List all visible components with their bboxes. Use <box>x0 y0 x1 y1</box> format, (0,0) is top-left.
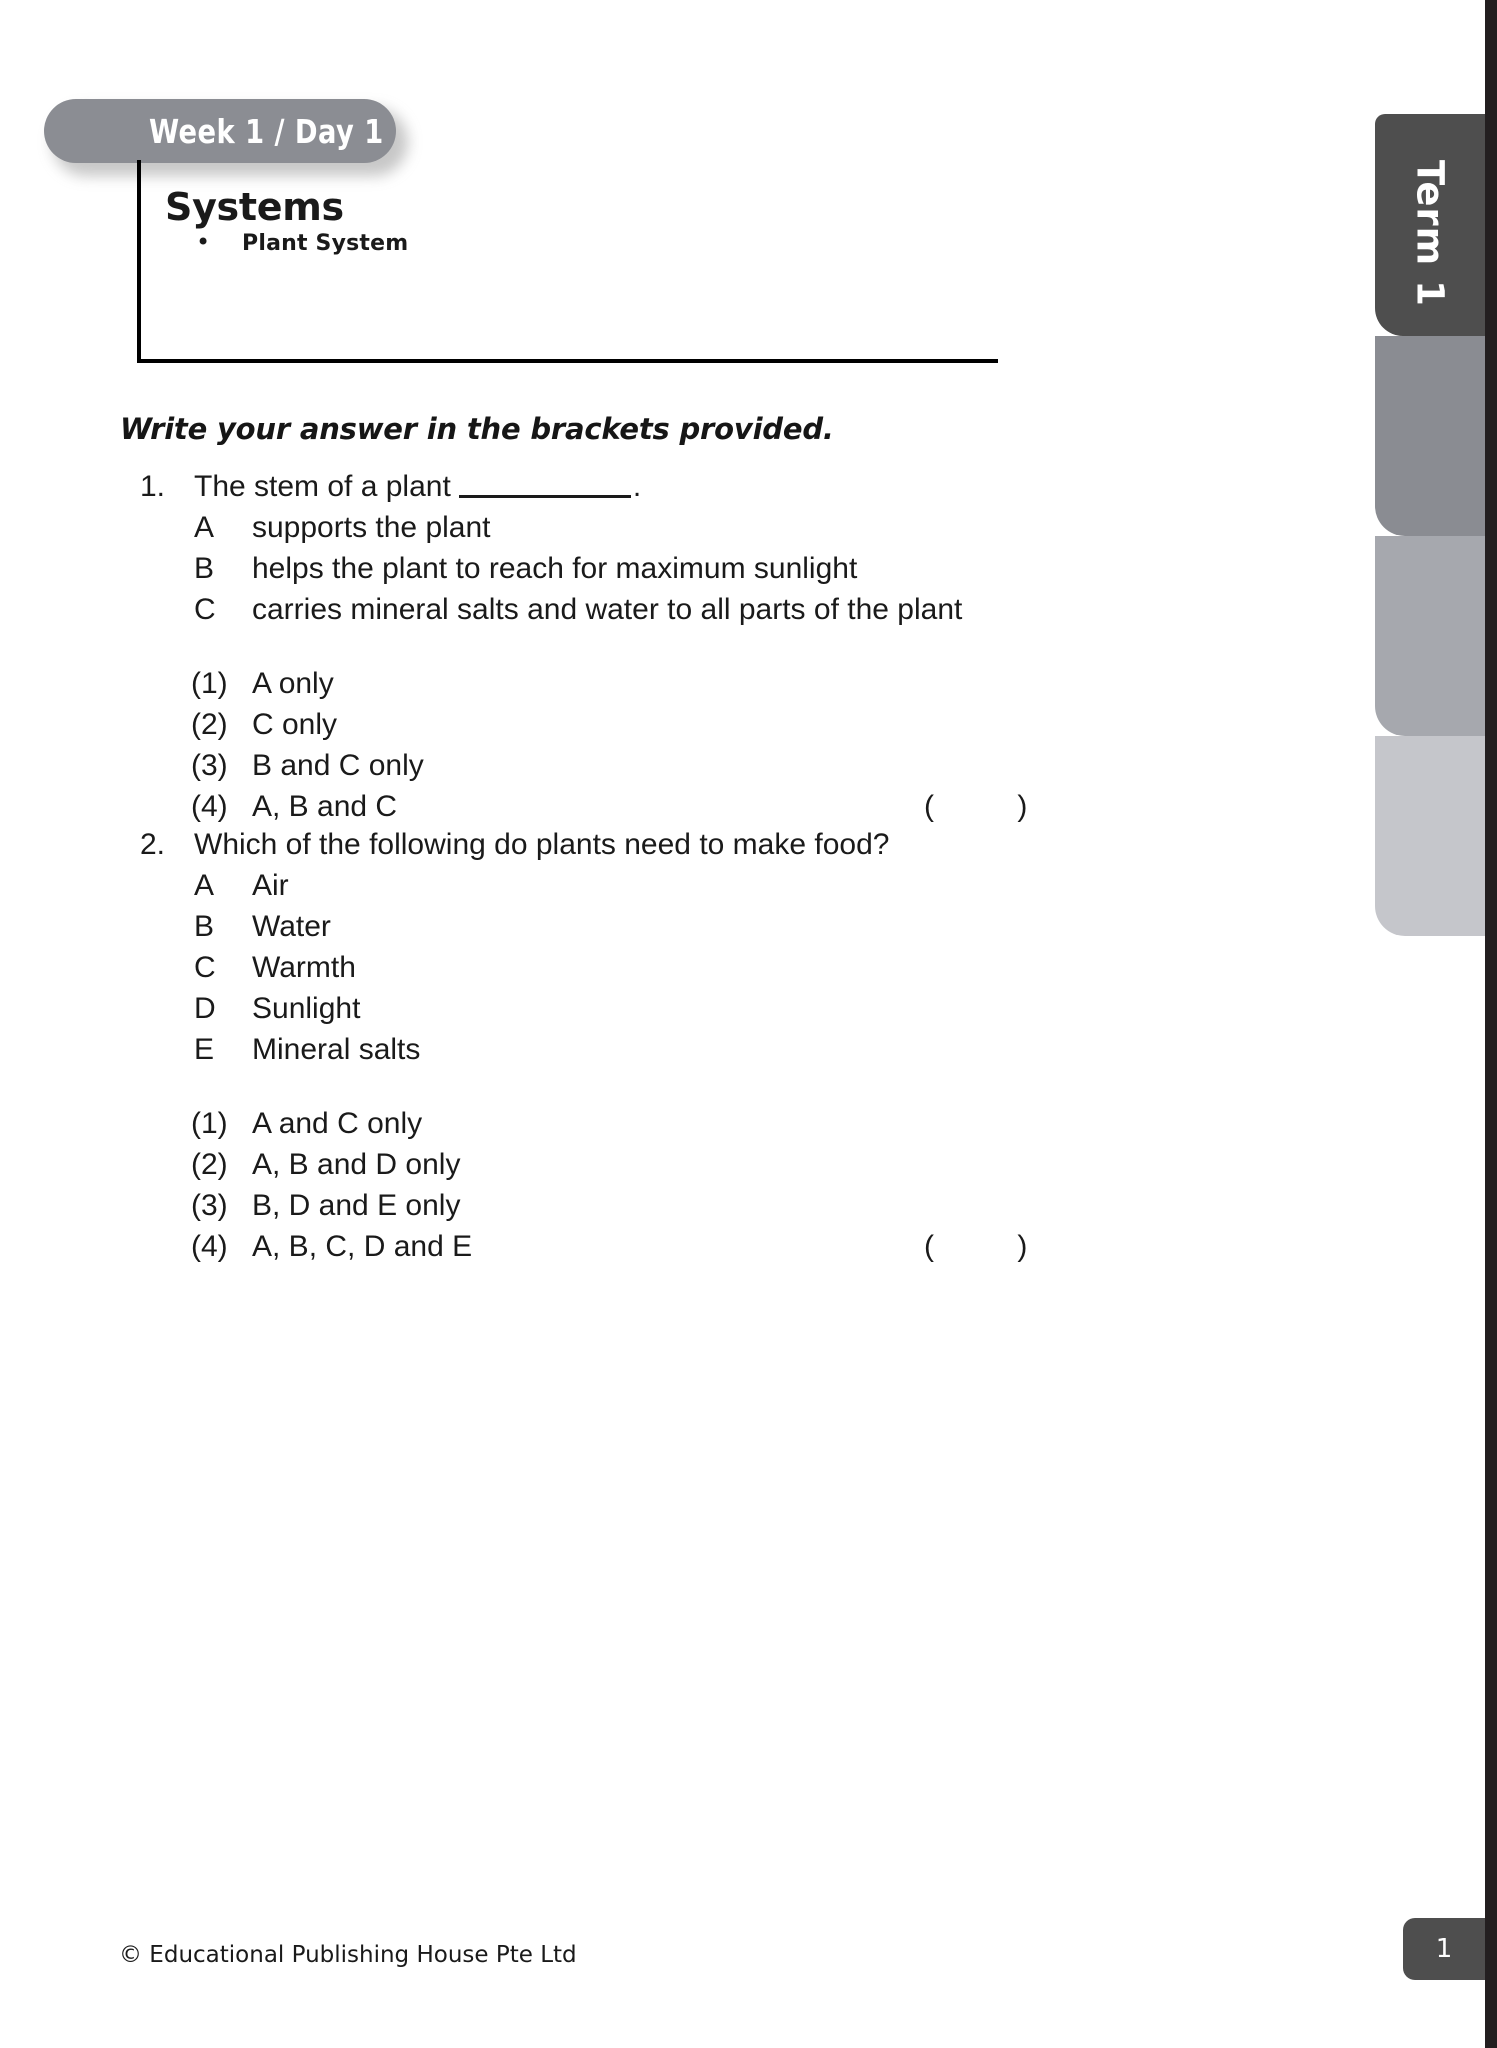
question-text: Which of the following do plants need to make food? <box>194 828 890 861</box>
side-tab-term-label: Term 1 <box>1408 160 1452 307</box>
page-title: Systems <box>165 185 344 229</box>
side-tab-mid[interactable] <box>1375 336 1485 536</box>
option-row <box>194 1033 1100 1067</box>
choice-list <box>0 667 1100 824</box>
question-text <box>194 470 641 504</box>
page-number-tab <box>1403 1918 1485 1980</box>
option-letter: C <box>194 593 216 626</box>
choice-number: (3) <box>191 749 228 782</box>
choice-row[interactable] <box>191 1107 1100 1141</box>
instruction-text: Write your answer in the brackets provided. <box>120 412 834 446</box>
option-text: helps the plant to reach for maximum sunlight <box>252 552 858 585</box>
choice-row[interactable] <box>191 1189 1100 1223</box>
choice-row[interactable] <box>191 790 1100 824</box>
answer-bracket[interactable]: ( ) <box>924 1230 1028 1263</box>
subtopic-label: Plant System <box>242 231 409 256</box>
option-letter: A <box>194 511 215 544</box>
choice-number: (2) <box>191 1148 228 1181</box>
side-tab-light[interactable] <box>1375 536 1485 736</box>
choice-text: A and C only <box>252 1107 423 1140</box>
option-row <box>194 992 1100 1026</box>
subtopic-item <box>196 230 408 256</box>
choice-text: C only <box>252 708 338 741</box>
question-stem <box>140 470 1100 504</box>
option-letter: B <box>194 910 215 943</box>
choice-row[interactable] <box>191 1148 1100 1182</box>
option-row <box>194 869 1100 903</box>
option-text: Warmth <box>252 951 356 984</box>
week-day-label: Week 1 / Day 1 <box>149 111 384 151</box>
choice-number: (2) <box>191 708 228 741</box>
option-letter: D <box>194 992 216 1025</box>
option-row <box>194 593 1100 627</box>
question-block-2 <box>0 828 1100 1264</box>
question-number: 2. <box>140 828 166 861</box>
choice-row[interactable] <box>191 1230 1100 1264</box>
choice-number: (3) <box>191 1189 228 1222</box>
question-number: 1. <box>140 470 166 503</box>
bullet-icon: • <box>196 228 211 256</box>
choice-text: B, D and E only <box>252 1189 461 1222</box>
page-number: 1 <box>1435 1934 1453 1964</box>
choice-list <box>0 1107 1100 1264</box>
option-row <box>194 951 1100 985</box>
option-letter: E <box>194 1033 215 1066</box>
header-vertical-rule <box>137 160 141 363</box>
option-text: Water <box>252 910 331 943</box>
question-text-tail: . <box>632 470 642 503</box>
header-horizontal-rule <box>137 359 998 363</box>
option-text: Mineral salts <box>252 1033 421 1066</box>
option-text: carries mineral salts and water to all parts of the plant <box>252 593 963 626</box>
option-text: Sunlight <box>252 992 361 1025</box>
option-letter: A <box>194 869 215 902</box>
choice-row[interactable] <box>191 708 1100 742</box>
choice-text: A, B, C, D and E <box>252 1230 473 1263</box>
choice-text: A, B and C <box>252 790 398 823</box>
choice-number: (1) <box>191 667 228 700</box>
choice-number: (4) <box>191 790 228 823</box>
choice-text: A only <box>252 667 334 700</box>
side-tab-term-1[interactable] <box>1375 114 1485 336</box>
choice-row[interactable] <box>191 749 1100 783</box>
question-block-1 <box>0 470 1100 824</box>
option-letter: B <box>194 552 215 585</box>
answer-bracket[interactable]: ( ) <box>924 790 1028 823</box>
copyright-text: © Educational Publishing House Pte Ltd <box>119 1942 577 1968</box>
choice-row[interactable] <box>191 667 1100 701</box>
side-tab-lightest[interactable] <box>1375 736 1485 936</box>
option-row <box>194 910 1100 944</box>
question-stem <box>140 828 1100 862</box>
option-text: supports the plant <box>252 511 491 544</box>
choice-number: (4) <box>191 1230 228 1263</box>
question-text-part: The stem of a plant <box>194 470 451 503</box>
option-letter: C <box>194 951 216 984</box>
option-row <box>194 511 1100 545</box>
week-day-banner <box>44 99 396 163</box>
choice-number: (1) <box>191 1107 228 1140</box>
choice-text: B and C only <box>252 749 424 782</box>
option-row <box>194 552 1100 586</box>
page-edge-strip <box>1485 0 1497 2048</box>
answer-blank-rule[interactable] <box>459 495 631 498</box>
choice-text: A, B and D only <box>252 1148 461 1181</box>
option-text: Air <box>252 869 289 902</box>
